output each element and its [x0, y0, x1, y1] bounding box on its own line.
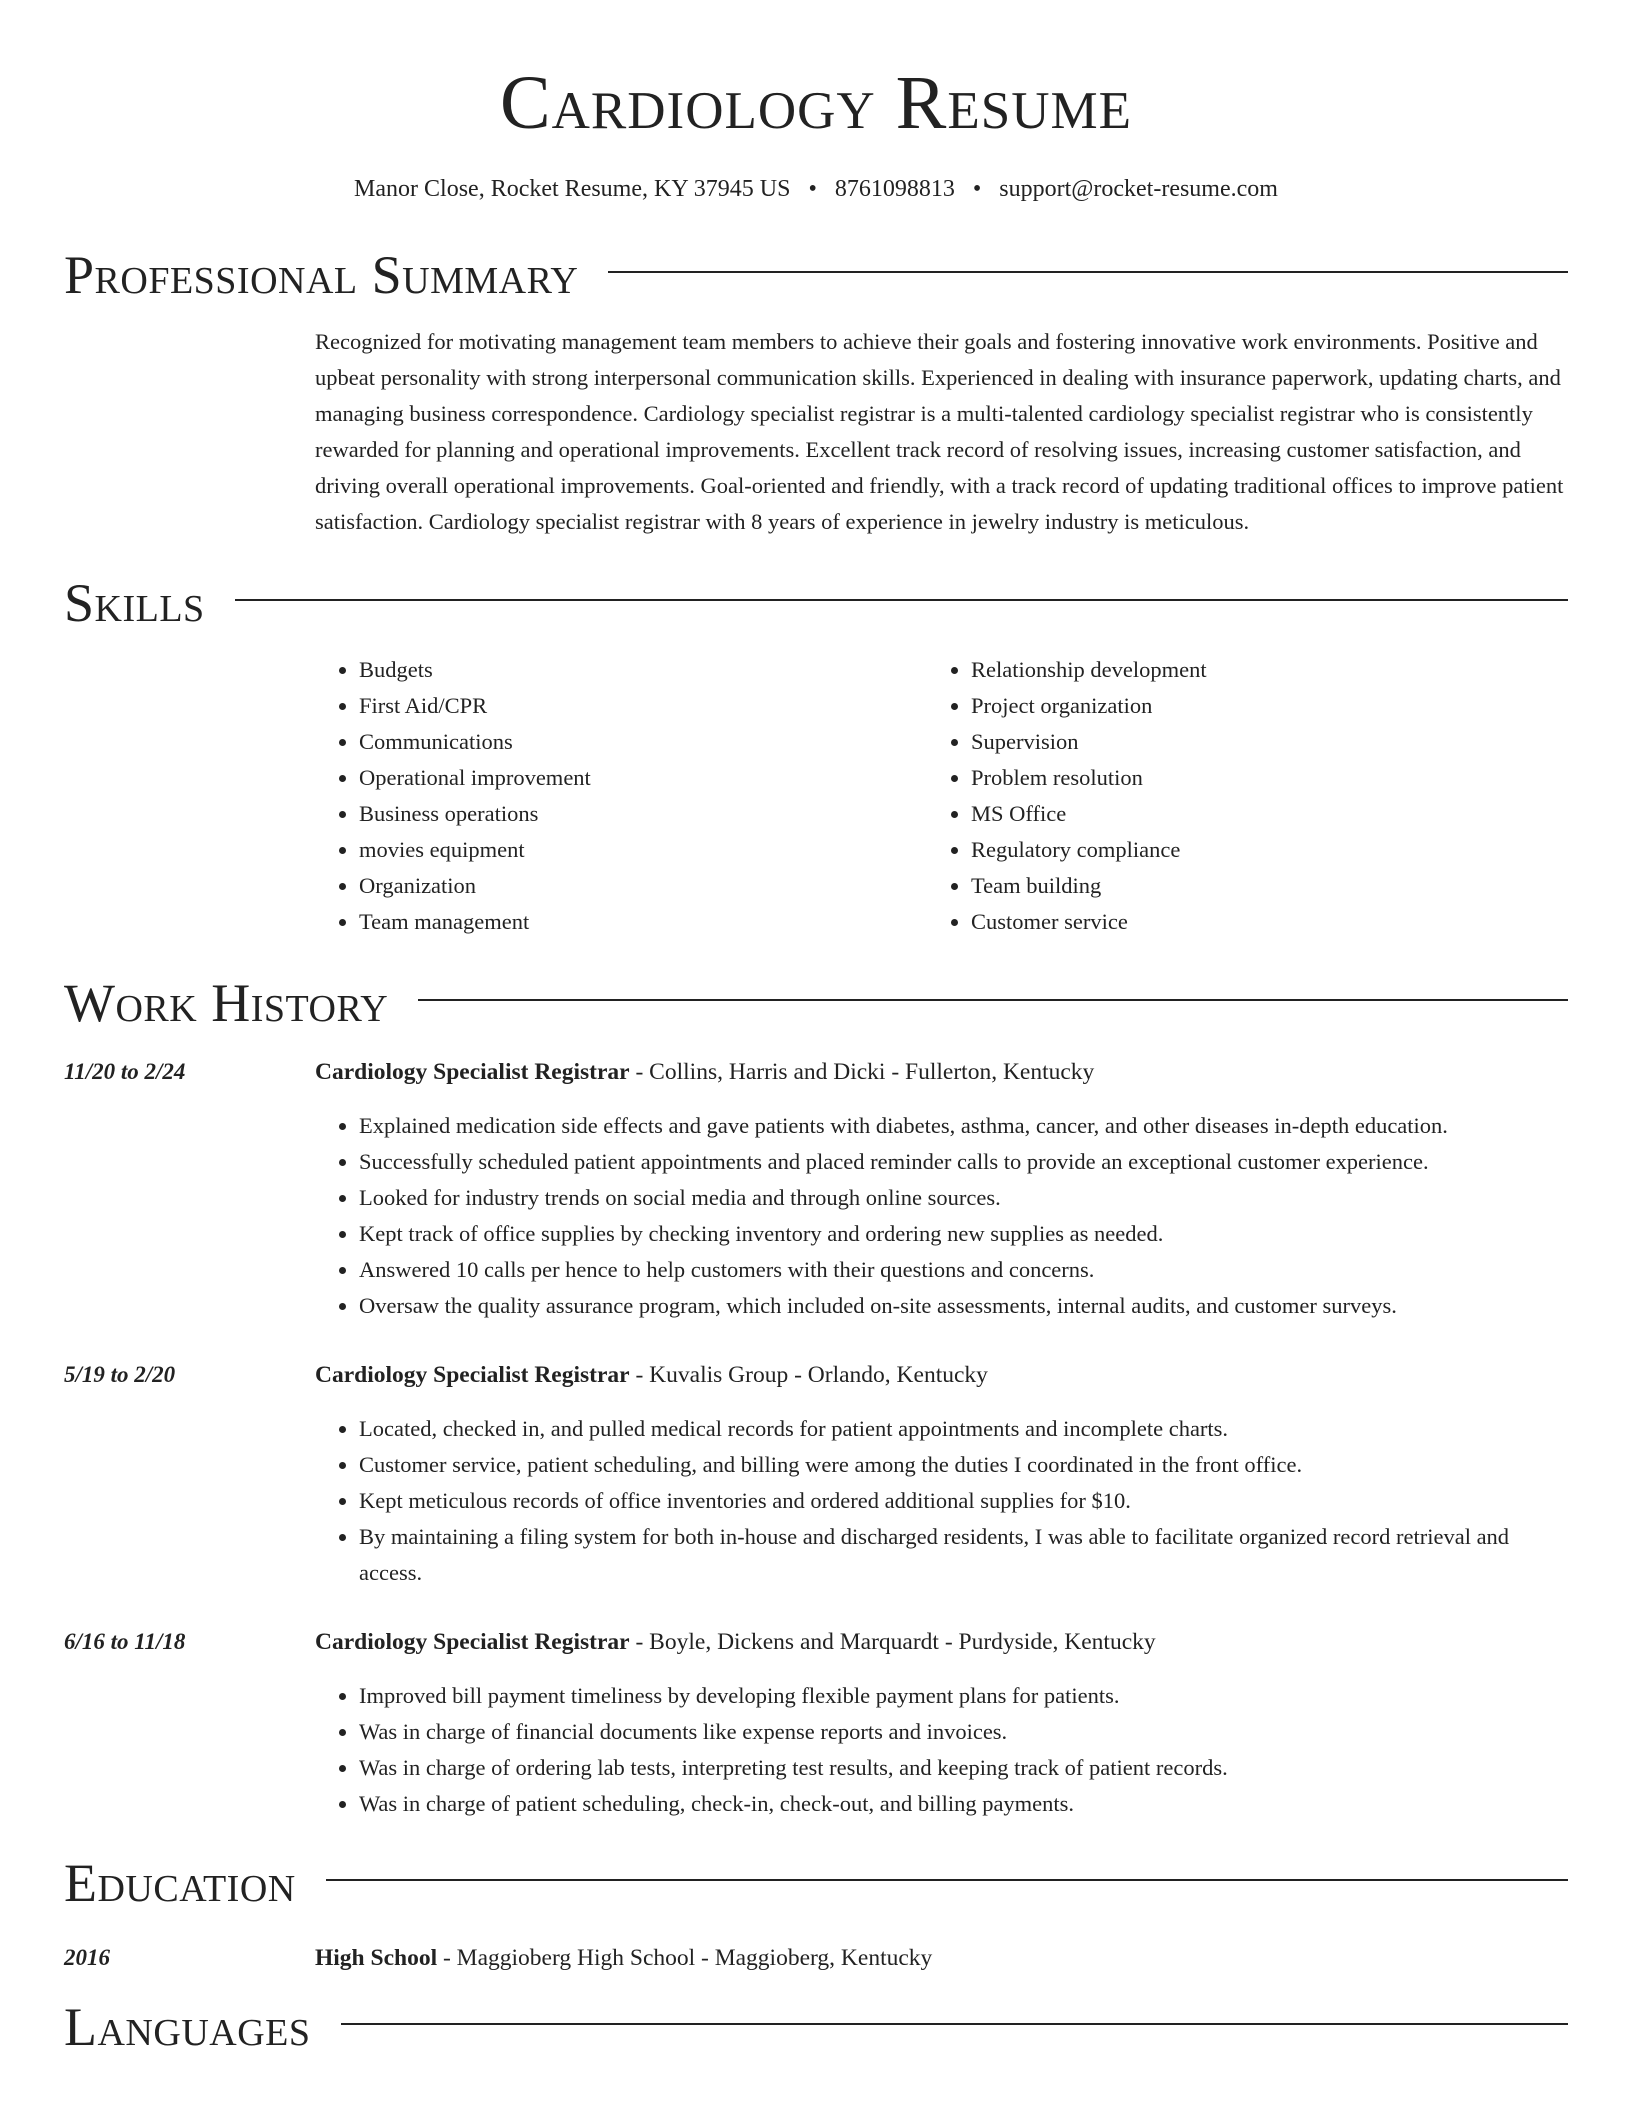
section-divider	[418, 999, 1568, 1001]
education-section-header	[64, 1848, 1568, 1918]
education-degree: High School	[315, 1945, 438, 1971]
skill-item: • Project organization	[971, 688, 1541, 724]
job-bullet: • Was in charge of ordering lab tests, interpreting test results, and keeping track of patient records.	[359, 1750, 1568, 1786]
job-bullet: • Answered 10 calls per hence to help customers with their questions and concerns.	[359, 1252, 1568, 1288]
job-bullets	[315, 1678, 1568, 1822]
job-header	[315, 1624, 1568, 1660]
education-heading: Education	[64, 1853, 296, 1913]
skills-list	[315, 652, 1568, 940]
languages-section-header	[64, 1992, 1568, 2062]
job-header	[315, 1357, 1568, 1393]
job-dates: 5/19 to 2/20	[64, 1362, 176, 1387]
skills-column-right	[929, 652, 1541, 940]
job-header	[315, 1054, 1568, 1090]
job-body	[315, 1624, 1568, 1822]
skill-item: • Team management	[359, 904, 929, 940]
job-bullet: • Explained medication side effects and gave patients with diabetes, asthma, cancer, and other diseases in-depth education.	[359, 1108, 1568, 1144]
skill-item: • Business operations	[359, 796, 929, 832]
job-bullets	[315, 1411, 1568, 1591]
skills-heading: Skills	[64, 573, 205, 633]
contact-email: support@rocket-resume.com	[999, 176, 1278, 202]
skill-item: • First Aid/CPR	[359, 688, 929, 724]
job-title: Cardiology Specialist Registrar	[315, 1629, 630, 1655]
job-entry	[64, 1624, 1568, 1822]
job-details: - Collins, Harris and Dicki - Fullerton, Kentucky	[629, 1059, 1095, 1085]
job-entry	[64, 1357, 1568, 1591]
job-details: - Boyle, Dickens and Marquardt - Purdyside, Kentucky	[629, 1629, 1156, 1655]
contact-line	[64, 174, 1568, 204]
contact-separator: •	[972, 176, 982, 202]
job-bullet: • Was in charge of financial documents like expense reports and invoices.	[359, 1714, 1568, 1750]
job-bullets	[315, 1108, 1568, 1324]
job-bullet: • Customer service, patient scheduling, and billing were among the duties I coordinated in the front office.	[359, 1447, 1568, 1483]
section-divider	[341, 2023, 1569, 2025]
section-divider	[235, 599, 1568, 601]
skill-item: • Supervision	[971, 724, 1541, 760]
section-divider	[608, 271, 1568, 273]
skill-item: • Budgets	[359, 652, 929, 688]
skill-item: • Operational improvement	[359, 760, 929, 796]
job-bullet: • By maintaining a filing system for both in-house and discharged residents, I was able to facilitate organized record retrieval and access.	[359, 1519, 1568, 1591]
skill-item: • movies equipment	[359, 832, 929, 868]
education-body	[315, 1940, 1568, 1976]
skill-item: • MS Office	[971, 796, 1541, 832]
job-title: Cardiology Specialist Registrar	[315, 1059, 630, 1085]
job-bullet: • Was in charge of patient scheduling, check-in, check-out, and billing payments.	[359, 1786, 1568, 1822]
resume-title: Cardiology Resume	[499, 61, 1133, 145]
education-details: - Maggioberg High School - Maggioberg, Kentucky	[437, 1945, 933, 1971]
job-bullet: • Oversaw the quality assurance program, which included on-site assessments, internal audits, and customer surveys.	[359, 1288, 1568, 1324]
job-bullet: • Kept track of office supplies by checking inventory and ordering new supplies as needed.	[359, 1216, 1568, 1252]
job-dates: 11/20 to 2/24	[64, 1059, 186, 1084]
job-bullet: • Looked for industry trends on social media and through online sources.	[359, 1180, 1568, 1216]
contact-separator: •	[808, 176, 817, 202]
contact-phone: 8761098813	[834, 176, 955, 202]
skills-section-header	[64, 568, 1568, 638]
contact-address: Manor Close, Rocket Resume, KY 37945 US	[354, 176, 791, 202]
skill-item: • Customer service	[971, 904, 1541, 940]
job-body	[315, 1357, 1568, 1591]
summary-text: Recognized for motivating management team members to achieve their goals and fostering innovative work environments. Positive and upbeat personality with strong interpersonal communication skills. Experienced in dealing with insurance paperwork, updating charts, and managing business correspondence. Cardiology specialist registrar is a multi-talented cardiology specialist registrar who is consistently rewarded for planning and operational improvements. Excellent track record of resolving issues, increasing customer satisfaction, and driving overall operational improvements. Goal-oriented and friendly, with a track record of updating traditional offices to improve patient satisfaction. Cardiology specialist registrar with 8 years of experience in jewelry industry is meticulous.	[315, 329, 1564, 534]
work-section-header	[64, 968, 1568, 1038]
job-details: - Kuvalis Group - Orlando, Kentucky	[629, 1362, 988, 1388]
skills-column-left	[315, 652, 929, 940]
skill-item: • Communications	[359, 724, 929, 760]
education-year: 2016	[64, 1945, 110, 1970]
languages-heading: Languages	[64, 1997, 311, 2057]
resume-page	[64, 0, 1568, 2062]
skill-item: • Regulatory compliance	[971, 832, 1541, 868]
job-entry	[64, 1054, 1568, 1324]
job-title: Cardiology Specialist Registrar	[315, 1362, 630, 1388]
job-bullet: • Kept meticulous records of office inventories and ordered additional supplies for $10.	[359, 1483, 1568, 1519]
skill-item: • Organization	[359, 868, 929, 904]
education-header	[315, 1940, 1568, 1976]
summary-section-header	[64, 240, 1568, 310]
skill-item: • Problem resolution	[971, 760, 1541, 796]
job-dates: 6/16 to 11/18	[64, 1629, 186, 1654]
job-bullet: • Improved bill payment timeliness by developing flexible payment plans for patients.	[359, 1678, 1568, 1714]
skill-item: • Relationship development	[971, 652, 1541, 688]
job-body	[315, 1054, 1568, 1324]
education-entry	[64, 1940, 1568, 1976]
skill-item: • Team building	[971, 868, 1541, 904]
job-bullet: • Located, checked in, and pulled medical records for patient appointments and incomplete charts.	[359, 1411, 1568, 1447]
summary-heading: Professional Summary	[64, 245, 579, 305]
job-bullet: • Successfully scheduled patient appointments and placed reminder calls to provide an exceptional customer experience.	[359, 1144, 1568, 1180]
work-heading: Work History	[64, 973, 389, 1033]
section-divider	[326, 1879, 1568, 1881]
